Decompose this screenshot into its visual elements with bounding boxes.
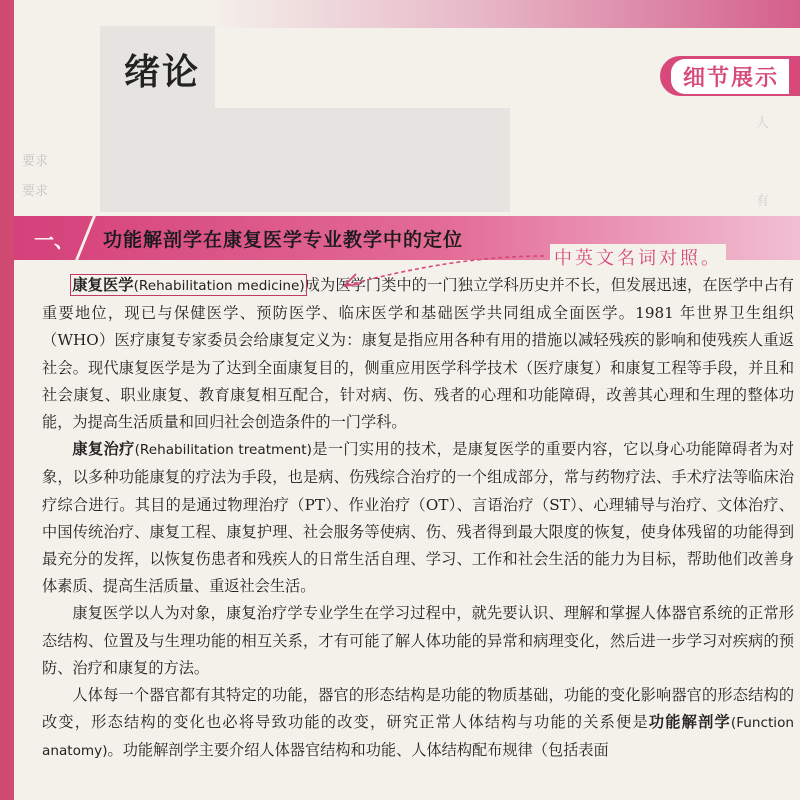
detail-badge <box>660 56 800 96</box>
ghost-text-left-1: 要求 <box>22 154 49 169</box>
paragraph-2-text: 是一门实用的技术，是康复医学的重要内容，它以身心功能障碍者为对象，以多种功能康复的疗法为手段，也是病、伤残综合治疗的一个组成部分，常与药物疗法、手术疗法等临床治疗综合进行。其目的是通过物理治疗（PT）、作业治疗（OT）、言语治疗（ST）、心理辅导与治疗、文体治疗、中国传统治疗、康复工程、康复护理、社会服务等使病、伤、残者得到最大限度的恢复，使身体残留的功能得到最充分的发挥，以恢复伤患者和残疾人的日常生活自理、学习、工作和社会生活的能力为目标，帮助他们改善身体素质、提高生活质量、重返社会生活。 <box>42 440 795 596</box>
chapter-title: 绪论 <box>124 52 201 93</box>
redacted-block <box>100 108 510 212</box>
term-latin-rehabilitation-medicine: (Rehabilitation medicine) <box>133 278 305 294</box>
term-rehabilitation-medicine: 康复医学 <box>72 276 134 294</box>
term-rehabilitation-treatment: 康复治疗 <box>72 440 135 459</box>
paragraph-2 <box>42 436 794 600</box>
section-number: 一、 <box>34 227 74 252</box>
section-title: 功能解剖学在康复医学专业教学中的定位 <box>103 228 464 251</box>
term-latin-function-anatomy: (Function anatomy) <box>42 715 795 760</box>
page-frame-left <box>0 0 14 800</box>
paragraph-4-lead: 人体每一个器官都有其特定的功能，器官的形态结构是功能的物质基础，功能的变化影响器官的形态结构的改变，形态结构的变化也必将导致功能的改变，研究正常人体结构与功能的关系便是 <box>42 686 794 732</box>
paragraph-1 <box>42 272 794 436</box>
term-latin-rehabilitation-treatment: (Rehabilitation treatment) <box>134 442 312 459</box>
detail-badge-label: 细节展示 <box>671 59 789 94</box>
paragraph-3-text: 康复医学以人为对象，康复治疗学专业学生在学习过程中，就先要认识、理解和掌握人体器官系统的正常形态结构、位置及与生理功能的相互关系，才有可能了解人体功能的异常和病理变化，然后进一步学习对疾病的预防、治疗和康复的方法。 <box>42 604 794 677</box>
paragraph-4-text: 。功能解剖学主要介绍人体器官结构和功能、人体结构配布规律（包括表面 <box>107 741 609 760</box>
boxed-term <box>72 276 304 294</box>
ghost-text-right-2: 有 <box>756 194 770 209</box>
term-function-anatomy: 功能解剖学 <box>648 713 731 732</box>
callout-label: 中英文名词对照。 <box>550 244 726 270</box>
top-color-band <box>214 0 800 28</box>
paragraph-1-text: 成为医学门类中的一门独立学科历史并不长，但发展迅速，在医学中占有重要地位，现已与保健医学、预防医学、临床医学和基础医学共同组成全面医学。1981 年世界卫生组织（WHO）医疗康复专家委员会给康复定义为：康复是指应用各种有用的措施以减轻残疾的影响和使残疾人重返社会。现代康复医学是为了达到全面康复目的，侧重应用医学科学技术（医疗康复）和康复工程等手段，并且和社会康复、职业康复、教育康复相互配合，针对病、伤、残者的心理和功能障碍，改善其心理和生理的整体功能，为提高生活质量和回归社会创造条件的一门学科。 <box>42 276 794 432</box>
paragraph-3 <box>42 600 794 682</box>
body-text <box>42 272 794 766</box>
ghost-text-left-2: 要求 <box>22 184 49 199</box>
paragraph-4 <box>42 682 794 766</box>
book-page <box>14 0 800 800</box>
ghost-text-right-1: 人 <box>756 116 770 131</box>
